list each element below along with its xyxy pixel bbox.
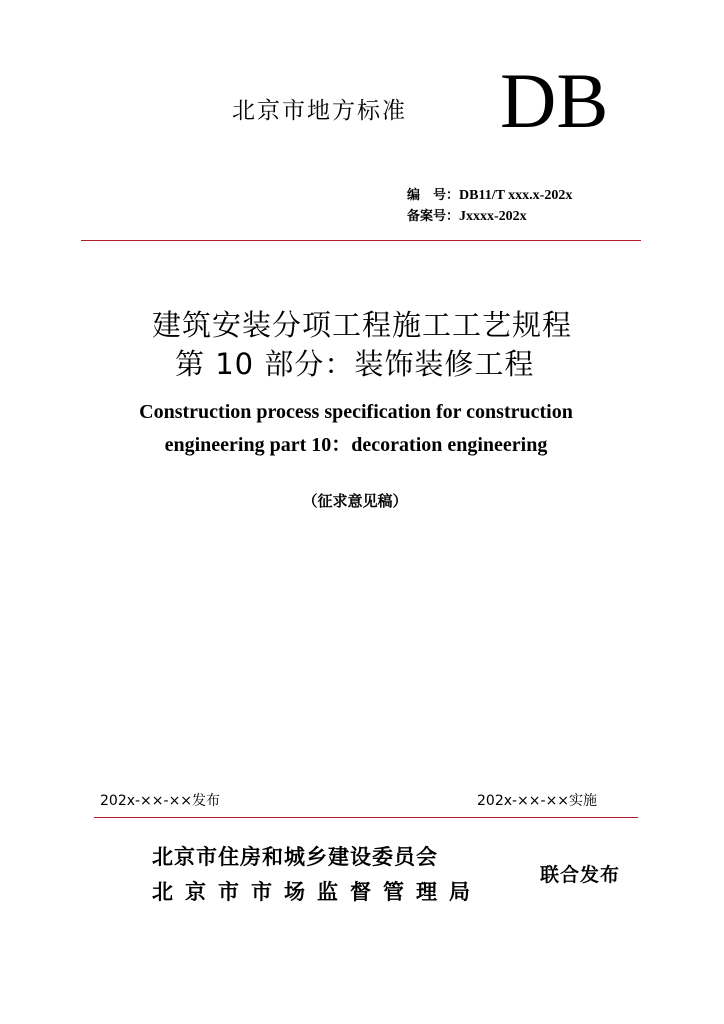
joint-release-label: 联合发布	[540, 864, 621, 886]
issuer-org-1: 北京市住房和城乡建设委员会	[152, 845, 438, 869]
title-english-line-2: engineering part 10：decoration engineering	[164, 434, 548, 456]
bottom-divider	[94, 817, 638, 818]
top-divider	[81, 240, 641, 241]
title-english-line-1: Construction process specification for construction	[139, 401, 573, 423]
standard-number-label: 编 号：	[407, 188, 460, 203]
title-chinese-line-1: 建筑安装分项工程施工工艺规程	[151, 308, 572, 342]
title-chinese-line-2: 第 10 部分：装饰装修工程	[175, 347, 535, 381]
standard-number-value: DB11/T xxx.x-202x	[459, 188, 573, 203]
publish-date: 202x-××-××发布	[100, 793, 221, 809]
draft-status: （征求意见稿）	[302, 492, 408, 510]
record-number-value: Jxxxx-202x	[459, 209, 527, 224]
issuer-org-2: 北京市市场监督管理局	[152, 880, 482, 904]
standard-type-title: 北京市地方标准	[232, 98, 407, 124]
implement-date: 202x-××-××实施	[477, 793, 598, 809]
db-code-mark: DB	[500, 57, 609, 144]
standard-number-row	[407, 184, 572, 204]
record-number-label: 备案号：	[407, 209, 460, 224]
record-number-row	[407, 205, 527, 225]
